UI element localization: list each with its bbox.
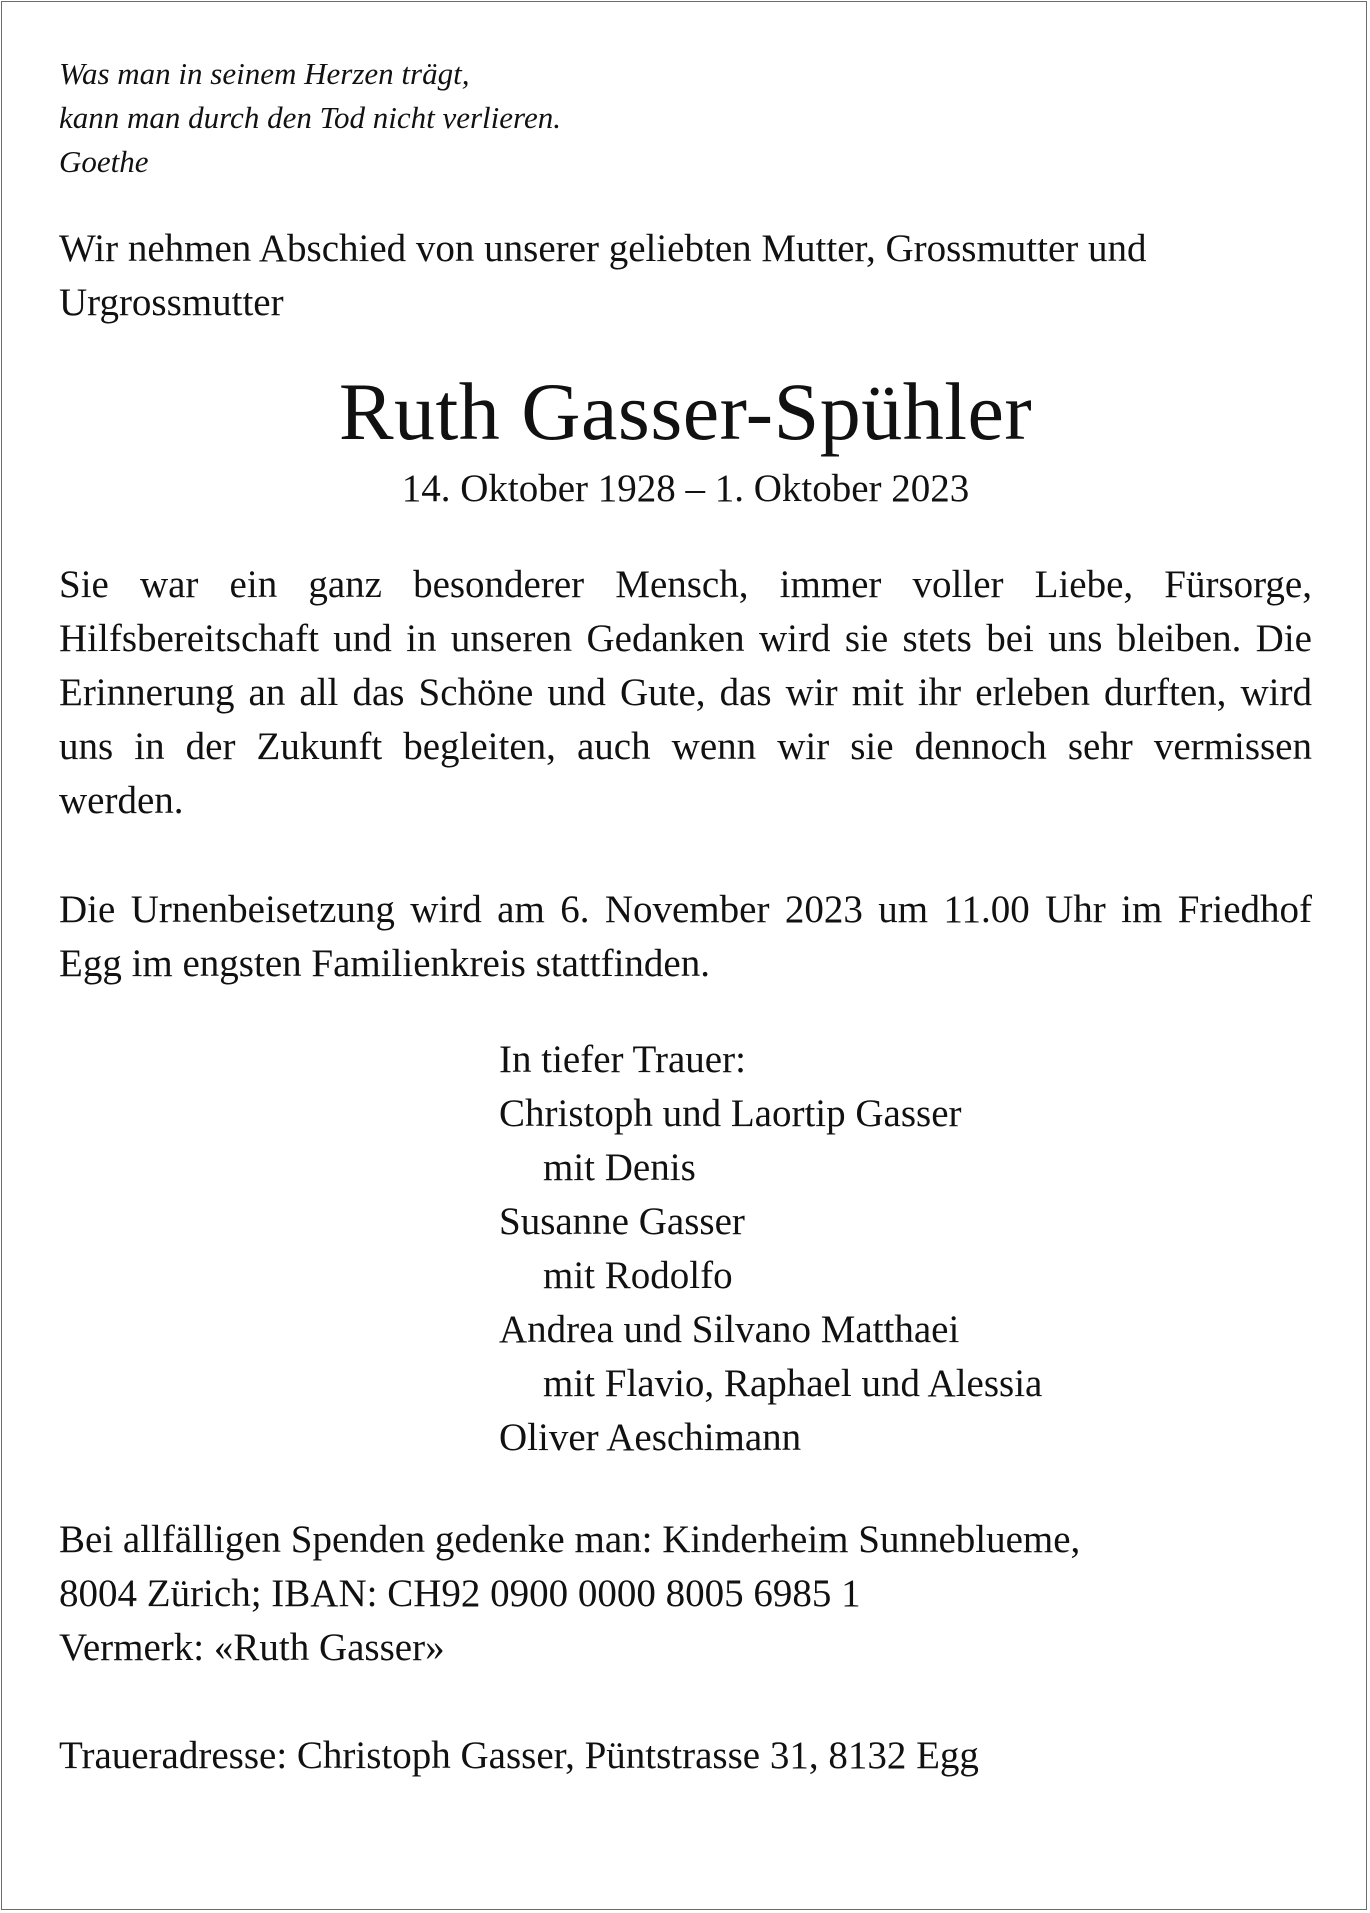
intro-line: Wir nehmen Abschied von unserer geliebten Mutter, Grossmutter und	[59, 227, 1147, 270]
mourner-line: mit Rodolfo	[543, 1254, 733, 1297]
donations-line: 8004 Zürich; IBAN: CH92 0900 0000 8005 6985 1	[59, 1572, 861, 1615]
mourner-line: mit Flavio, Raphael und Alessia	[543, 1362, 1043, 1405]
quote-block	[59, 52, 1312, 184]
intro-line: Urgrossmutter	[59, 281, 284, 324]
mourners-block	[499, 1033, 1312, 1465]
mourner-line: Andrea und Silvano Matthaei	[499, 1308, 960, 1351]
donations-block	[59, 1513, 1312, 1675]
deceased-name: Ruth Gasser-Spühler	[338, 366, 1033, 457]
mourner-line: Oliver Aeschimann	[499, 1416, 802, 1459]
mourners-heading: In tiefer Trauer:	[499, 1038, 746, 1081]
mourner-line: mit Denis	[543, 1146, 696, 1189]
mourner-line: Christoph und Laortip Gasser	[499, 1092, 962, 1135]
burial-paragraph: Die Urnenbeisetzung wird am 6. November 2023 um 11.00 Uhr im Friedhof Egg im engsten Familienkreis stattfinden.	[59, 888, 1312, 985]
tribute-paragraph: Sie war ein ganz besonderer Mensch, immer voller Liebe, Fürsorge, Hilfsbereitschaft und in unseren Gedanken wird sie stets bei uns bleiben. Die Erinnerung an all das Schöne und Gute, das wir mit ihr erleben durften, wird uns in der Zukunft begleiten, auch wenn wir sie dennoch sehr vermissen werden.	[59, 563, 1312, 822]
quote-author: Goethe	[59, 144, 149, 179]
donations-line: Vermerk: «Ruth Gasser»	[59, 1626, 445, 1669]
obituary-notice	[59, 52, 1312, 1783]
mourner-line: Susanne Gasser	[499, 1200, 745, 1243]
intro-text	[59, 222, 1312, 330]
life-dates: 14. Oktober 1928 – 1. Oktober 2023	[401, 467, 970, 510]
quote-line: Was man in seinem Herzen trägt,	[59, 56, 470, 91]
quote-line: kann man durch den Tod nicht verlieren.	[59, 100, 561, 135]
mourning-address: Traueradresse: Christoph Gasser, Püntstrasse 31, 8132 Egg	[59, 1734, 979, 1777]
donations-line: Bei allfälligen Spenden gedenke man: Kinderheim Sunneblueme,	[59, 1518, 1081, 1561]
